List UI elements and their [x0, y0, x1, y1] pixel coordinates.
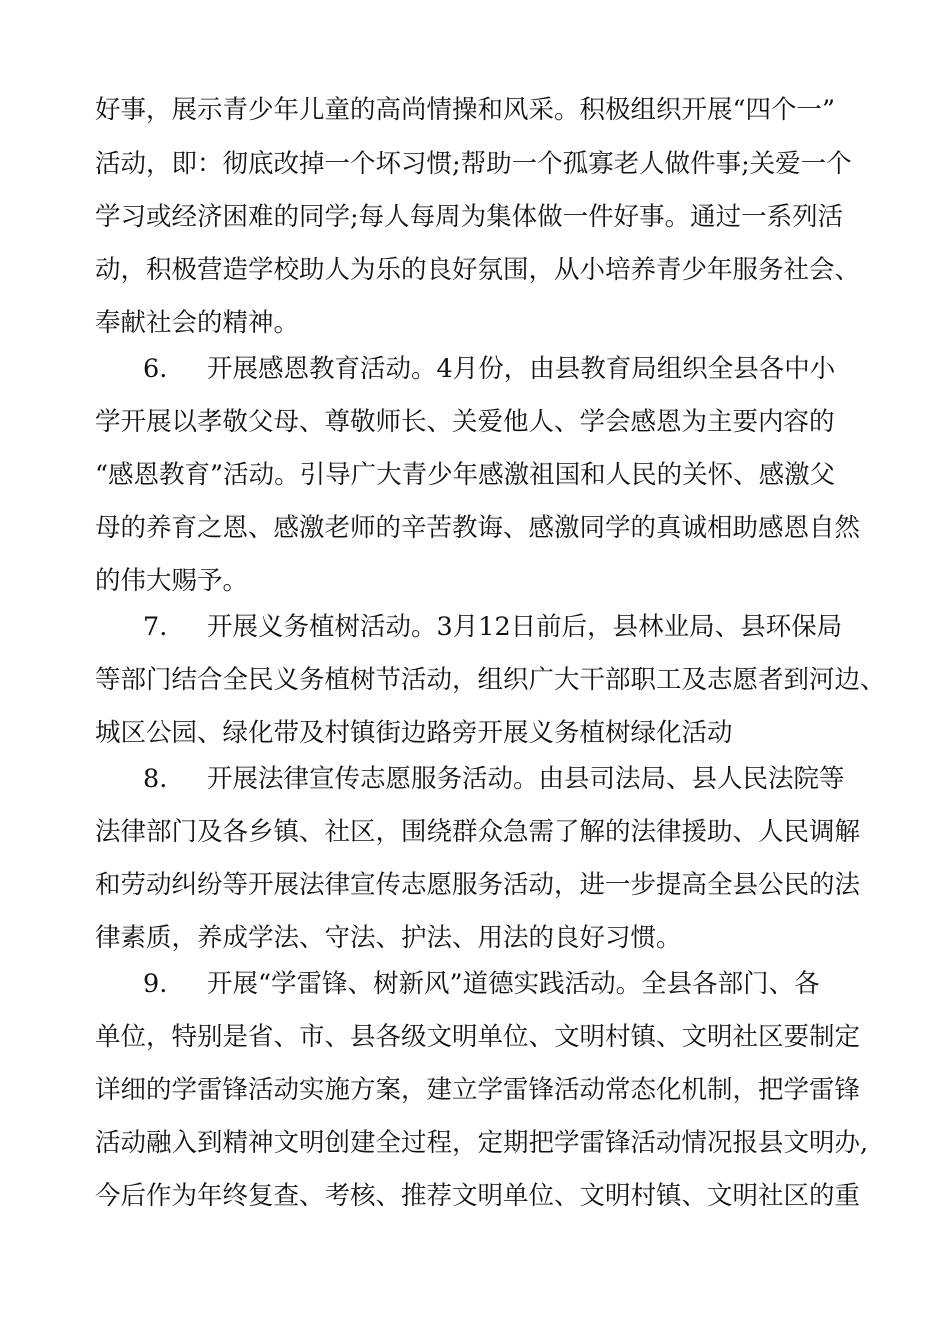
- list-item-first-line: [143, 761, 845, 797]
- list-item-first-line: [143, 966, 820, 1002]
- text-line: 好事，展示青少年儿童的高尚情操和风采。积极组织开展“四个一”: [95, 95, 836, 125]
- text-line: 律素质，养成学法、守法、护法、用法的良好习惯。: [95, 923, 682, 953]
- list-item-first-line: [143, 609, 842, 645]
- text-line: 活动，即：彻底改掉一个坏习惯;帮助一个孤寡老人做件事;关爱一个: [95, 149, 852, 179]
- item-number: 9.: [143, 969, 168, 999]
- text-line: 的伟大赐予。: [95, 566, 249, 596]
- text-line: 城区公园、绿化带及村镇街边路旁开展义务植树绿化活动: [95, 718, 733, 748]
- text-line: 单位，特别是省、市、县各级文明单位、文明村镇、文明社区要制定: [95, 1022, 861, 1052]
- text-line: 法律部门及各乡镇、社区，围绕群众急需了解的法律援助、人民调解: [95, 817, 861, 847]
- text-line: 奉献社会的精神。: [95, 308, 300, 338]
- item-number: 8.: [143, 764, 168, 794]
- text-line: 学习或经济困难的同学;每人每周为集体做一件好事。通过一系列活: [95, 202, 844, 232]
- item-number: 7.: [143, 612, 168, 642]
- text-line: 等部门结合全民义务植树节活动，组织广大干部职工及志愿者到河边、: [95, 665, 886, 695]
- text-line: 活动融入到精神文明创建全过程，定期把学雷锋活动情况报县文明办,: [95, 1128, 869, 1158]
- text-line: “感恩教育”活动。引导广大青少年感激祖国和人民的关怀、感激父: [95, 460, 836, 490]
- item-text: 开展法律宣传志愿服务活动。由县司法局、县人民法院等: [207, 764, 845, 794]
- item-number: 6.: [143, 354, 168, 384]
- list-item-first-line: [143, 351, 835, 387]
- text-line: 母的养育之恩、感激老师的辛苦教诲、感激同学的真诚相助感恩自然: [95, 513, 861, 543]
- item-text: 开展义务植树活动。3月12日前后，县林业局、县环保局: [207, 612, 843, 642]
- text-line: 详细的学雷锋活动实施方案，建立学雷锋活动常态化机制，把学雷锋: [95, 1075, 861, 1105]
- text-line: 今后作为年终复查、考核、推荐文明单位、文明村镇、文明社区的重: [95, 1181, 861, 1211]
- text-line: 学开展以孝敬父母、尊敬师长、关爱他人、学会感恩为主要内容的: [95, 407, 835, 437]
- item-text: 开展“学雷锋、树新风”道德实践活动。全县各部门、各: [207, 969, 820, 999]
- text-line: 动，积极营造学校助人为乐的良好氛围，从小培养青少年服务社会、: [95, 255, 861, 285]
- text-line: 和劳动纠纷等开展法律宣传志愿服务活动，进一步提高全县公民的法: [95, 870, 861, 900]
- item-text: 开展感恩教育活动。4月份，由县教育局组织全县各中小: [207, 354, 836, 384]
